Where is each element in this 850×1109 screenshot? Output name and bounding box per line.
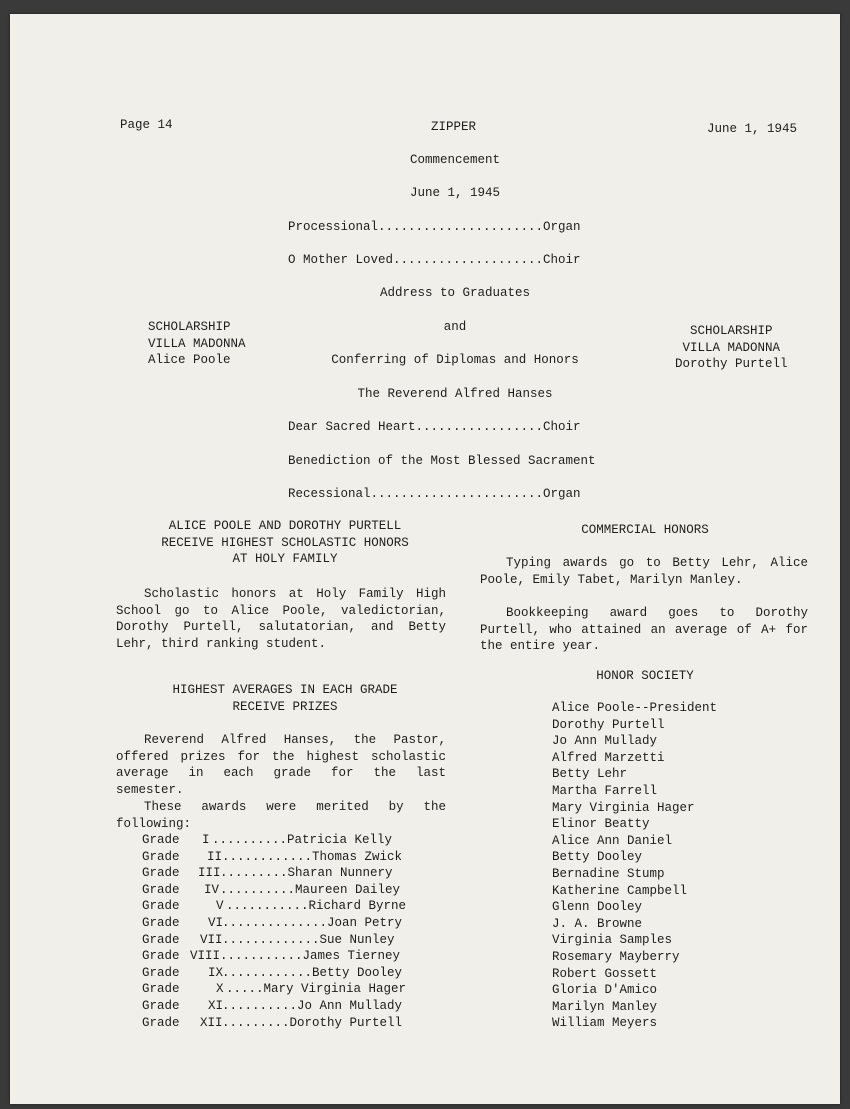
scholarship-right-line: SCHOLARSHIP	[690, 324, 773, 338]
grade-row	[142, 849, 442, 866]
scholarship-left	[148, 319, 246, 369]
program-line: Dear Sacred Heart.................Choir	[288, 420, 581, 434]
scholarship-left-line: VILLA MADONNA	[148, 336, 246, 351]
grade-label: Grade	[142, 866, 180, 881]
grade-row	[142, 898, 442, 915]
grade-label: Grade	[142, 949, 180, 964]
grade-row	[142, 1015, 442, 1032]
commercial-body: Typing awards go to Betty Lehr, Alice Poole, Emily Tabet, Marilyn Manley.	[480, 556, 808, 587]
grade-label: Grade	[142, 899, 180, 914]
headline-line: ALICE POOLE AND DOROTHY PURTELL	[168, 519, 402, 533]
grade-numeral: VII	[200, 932, 223, 947]
grade-row	[142, 915, 442, 932]
grade-numeral: XI	[208, 998, 224, 1013]
grade-winner: ............Thomas Zwick	[222, 849, 403, 864]
averages-body: Reverend Alfred Hanses, the Pastor, offered prizes for the highest scholastic average in each grade for the last semester.	[116, 733, 446, 797]
newsletter-title: ZIPPER	[431, 120, 477, 134]
grade-winner: ..............Joan Petry	[222, 915, 403, 930]
grade-row	[142, 948, 442, 965]
honor-member: Marilyn Manley	[552, 999, 658, 1014]
grade-row	[142, 865, 442, 882]
grade-numeral: I	[202, 833, 210, 847]
honor-member: Elinor Beatty	[552, 817, 650, 832]
grade-label: Grade	[142, 965, 180, 980]
honor-member: Martha Farrell	[552, 783, 658, 798]
grade-numeral: XII	[200, 1015, 223, 1030]
grade-winner: ..........Maureen Dailey	[220, 882, 401, 897]
grade-winner: .........Dorothy Purtell	[222, 1015, 403, 1030]
honor-member: Betty Lehr	[552, 767, 628, 782]
honor-member: J. A. Browne	[552, 916, 643, 931]
grade-row	[142, 932, 442, 949]
honor-member: Gloria D'Amico	[552, 983, 658, 998]
scholarship-right-line: VILLA MADONNA	[682, 340, 781, 355]
honor-member: Alice Ann Daniel	[552, 833, 673, 848]
grade-numeral: II	[207, 849, 223, 864]
program-line: Address to Graduates	[379, 286, 531, 300]
grade-label: Grade	[142, 833, 180, 847]
honor-member: Alice Poole--President	[552, 701, 718, 715]
program-line: Benediction of the Most Blessed Sacrament	[288, 454, 596, 468]
grade-prize-list	[142, 832, 442, 1031]
grade-winner: ............Betty Dooley	[222, 965, 403, 980]
grade-row	[142, 965, 442, 982]
grade-label: Grade	[142, 849, 180, 864]
grade-winner: .....Mary Virginia Hager	[226, 982, 407, 997]
grade-label: Grade	[142, 1015, 180, 1030]
honor-member: Dorothy Purtell	[552, 717, 665, 732]
headline-line: HIGHEST AVERAGES IN EACH GRADE	[172, 683, 398, 697]
grade-label: Grade	[142, 932, 180, 947]
averages-headline	[130, 682, 440, 715]
grade-numeral: X	[216, 982, 224, 997]
grade-winner: ...........James Tierney	[220, 949, 401, 964]
grade-numeral: III	[198, 866, 221, 881]
grade-label: Grade	[142, 998, 180, 1013]
headline-line: RECEIVE HIGHEST SCHOLASTIC HONORS	[161, 535, 409, 550]
honor-member: Mary Virginia Hager	[552, 800, 695, 815]
program-line: The Reverend Alfred Hanses	[357, 387, 553, 401]
headline-line: AT HOLY FAMILY	[232, 552, 338, 567]
program-line: and	[443, 320, 467, 334]
honor-member: Alfred Marzetti	[552, 750, 665, 765]
scholarship-left-line: Alice Poole	[148, 353, 231, 368]
program-date: June 1, 1945	[409, 186, 500, 200]
grade-winner: ...........Richard Byrne	[226, 899, 407, 914]
scholarship-left-line: SCHOLARSHIP	[148, 320, 231, 334]
issue-date: June 1, 1945	[707, 122, 798, 136]
grade-label: Grade	[142, 915, 180, 930]
grade-winner: ..........Patricia Kelly	[212, 833, 393, 847]
scholastic-headline	[130, 518, 440, 568]
commercial-headline: COMMERCIAL HONORS	[581, 523, 709, 537]
honor-member: Glenn Dooley	[552, 900, 643, 915]
honor-member: William Meyers	[552, 1016, 658, 1031]
honor-member: Rosemary Mayberry	[552, 949, 680, 964]
grade-numeral: VI	[208, 915, 224, 930]
program-line: O Mother Loved....................Choir	[288, 253, 581, 267]
grade-numeral: VIII	[190, 949, 221, 964]
commercial-body-2: Bookkeeping award goes to Dorothy Purtell, who attained an average of A+ for the entire year.	[480, 606, 808, 654]
program-title: Commencement	[409, 153, 500, 167]
grade-row	[142, 882, 442, 899]
headline-line: RECEIVE PRIZES	[232, 699, 338, 714]
grade-row	[142, 981, 442, 998]
honor-society-headline: HONOR SOCIETY	[596, 669, 694, 683]
grade-row	[142, 832, 442, 849]
scholarship-right-line: Dorothy Purtell	[675, 357, 788, 372]
scholarship-right	[675, 323, 788, 373]
grade-numeral: IX	[208, 965, 224, 980]
honor-member: Katherine Campbell	[552, 883, 688, 898]
program-line: Conferring of Diplomas and Honors	[331, 353, 579, 367]
grade-winner: .............Sue Nunley	[222, 932, 395, 947]
honor-society-list	[552, 700, 717, 1032]
grade-winner: .........Sharan Nunnery	[220, 866, 393, 881]
grade-winner: ..........Jo Ann Mullady	[222, 998, 403, 1013]
grade-label: Grade	[142, 982, 180, 997]
honor-member: Virginia Samples	[552, 933, 673, 948]
honor-member: Robert Gossett	[552, 966, 658, 981]
newsletter-page	[10, 14, 840, 1104]
grade-numeral: V	[216, 899, 224, 914]
honor-member: Bernadine Stump	[552, 866, 665, 881]
program-line: Processional......................Organ	[288, 220, 581, 234]
grade-label: Grade	[142, 882, 180, 897]
grade-numeral: IV	[204, 882, 220, 897]
scholastic-body: Scholastic honors at Holy Family High School go to Alice Poole, valedictorian, Dorothy Purtell, salutatorian, and Betty Lehr, third ranking student.	[116, 587, 446, 651]
honor-member: Betty Dooley	[552, 850, 643, 865]
program-line: Recessional.......................Organ	[288, 487, 581, 501]
averages-body-2: These awards were merited by the following:	[116, 800, 446, 831]
grade-row	[142, 998, 442, 1015]
honor-member: Jo Ann Mullady	[552, 734, 658, 749]
page-number: Page 14	[120, 118, 173, 132]
